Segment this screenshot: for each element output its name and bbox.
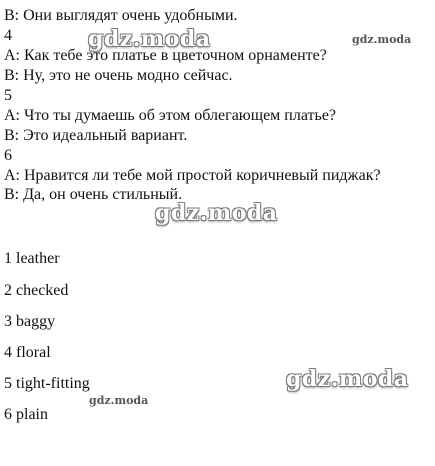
answer-item: 5 tight-fitting <box>4 375 90 392</box>
dialogue-line: А: Нравится ли тебе мой простой коричневый пиджак? <box>4 167 381 184</box>
dialogue-line: В: Это идеальный вариант. <box>4 127 188 144</box>
dialogue-line: В: Ну, это не очень модно сейчас. <box>4 67 233 84</box>
dialogue-line: А: Как тебе это платье в цветочном орнаменте? <box>4 47 327 64</box>
dialogue-line: В: Да, он очень стильный. <box>4 186 183 203</box>
watermark-logo: gdz.moda <box>88 26 211 52</box>
dialogue-number: 6 <box>4 147 12 164</box>
watermark-logo: gdz.moda <box>155 200 278 226</box>
dialogue-number: 5 <box>4 87 12 104</box>
dialogue-line: А: Что ты думаешь об этом облегающем платье? <box>4 107 337 124</box>
answer-item: 3 baggy <box>4 313 56 330</box>
watermark-small: gdz.moda <box>89 394 149 407</box>
answer-item: 2 checked <box>4 282 69 299</box>
answer-item: 4 floral <box>4 344 51 361</box>
answer-item: 6 plain <box>4 406 48 423</box>
dialogue-line: В: Они выглядят очень удобными. <box>4 7 238 24</box>
watermark-logo: gdz.moda <box>286 366 409 392</box>
answer-item: 1 leather <box>4 250 60 267</box>
watermark-small: gdz.moda <box>352 33 412 46</box>
dialogue-number: 4 <box>4 27 12 44</box>
